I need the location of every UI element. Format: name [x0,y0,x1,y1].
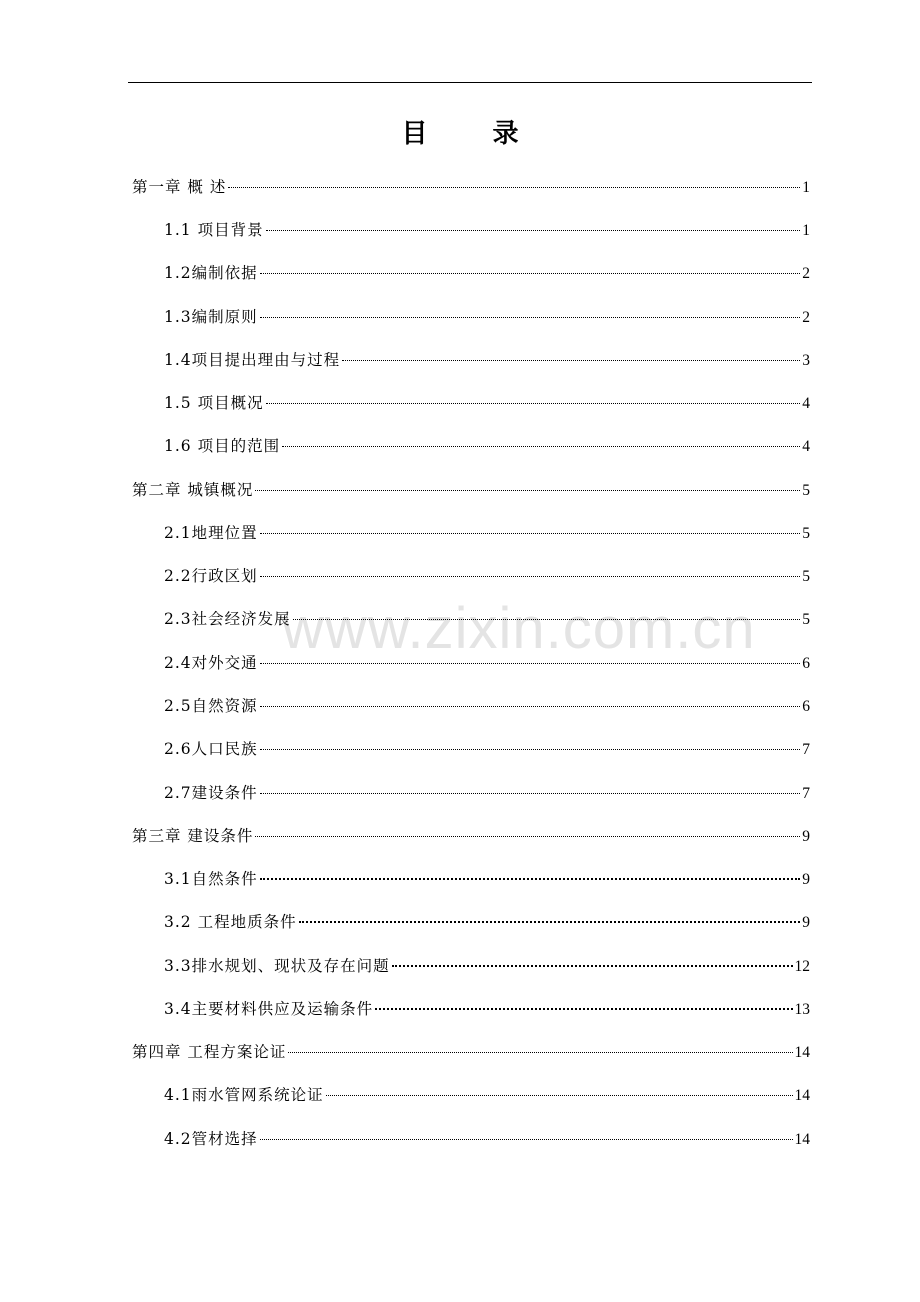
toc-section-1-4[interactable] [164,347,810,373]
toc-label: 2.2行政区划 [164,567,258,585]
toc-leader [260,793,801,794]
toc-label: 3.3排水规划、现状及存在问题 [164,957,390,975]
toc-section-1-6[interactable] [164,433,810,459]
toc-chapter-2[interactable] [132,477,810,503]
toc-leader [260,533,801,534]
toc-section-3-4[interactable] [164,996,810,1022]
toc-leader [266,230,801,231]
toc-label: 1.6 项目的范围 [164,437,281,455]
toc-label: 2.4对外交通 [164,654,258,672]
toc-page-number: 9 [802,828,810,845]
toc-leader [299,921,801,923]
toc-leader [342,360,800,361]
toc-section-2-4[interactable] [164,650,810,676]
toc-section-3-1[interactable] [164,866,810,892]
toc-page-number: 9 [802,914,810,931]
toc-leader [260,878,801,880]
toc-leader [282,446,800,447]
toc-leader [266,403,801,404]
toc-page-number: 12 [794,958,810,975]
toc-label: 1.5 项目概况 [164,394,264,412]
toc-label: 2.6人口民族 [164,740,258,758]
toc-leader [260,663,801,664]
toc-section-3-3[interactable] [164,953,810,979]
toc-chapter-1[interactable] [132,174,810,200]
toc-page-number: 2 [802,309,810,326]
toc-label: 4.2管材选择 [164,1130,258,1148]
toc-page-number: 4 [802,438,810,455]
toc-leader [255,490,800,491]
toc-page-number: 5 [802,525,810,542]
toc-page-number: 5 [802,611,810,628]
toc-label: 3.2 工程地质条件 [164,913,297,931]
toc-label: 第二章 城镇概况 [132,481,254,499]
toc-page-number: 1 [802,179,810,196]
toc-page-number: 14 [794,1131,810,1148]
toc-section-2-1[interactable] [164,520,810,546]
toc-page-number: 2 [802,265,810,282]
toc-label: 1.4项目提出理由与过程 [164,351,341,369]
watermark-text: www.zixin.com.cn [282,596,756,661]
toc-page-number: 6 [802,655,810,672]
toc-section-2-5[interactable] [164,693,810,719]
toc-leader [392,965,793,967]
toc-label: 第三章 建设条件 [132,827,254,845]
toc-label: 第四章 工程方案论证 [132,1043,287,1061]
toc-leader [260,317,801,318]
toc-section-1-3[interactable] [164,304,810,330]
toc-leader [228,187,800,188]
toc-label: 2.7建设条件 [164,784,258,802]
toc-page-number: 7 [802,741,810,758]
toc-page-number: 5 [802,482,810,499]
toc-label: 3.4主要材料供应及运输条件 [164,1000,374,1018]
toc-leader [326,1095,793,1096]
toc-section-2-7[interactable] [164,780,810,806]
toc-page-number: 14 [794,1087,810,1104]
toc-page-number: 3 [802,352,810,369]
toc-section-2-3[interactable] [164,606,810,632]
toc-section-1-1[interactable] [164,217,810,243]
toc-leader [260,576,801,577]
toc-section-1-2[interactable] [164,260,810,286]
toc-page-number: 6 [802,698,810,715]
toc-page-number: 1 [802,222,810,239]
toc-section-4-1[interactable] [164,1082,810,1108]
toc-page-number: 14 [794,1044,810,1061]
toc-page-number: 13 [794,1001,810,1018]
toc-label: 2.1地理位置 [164,524,258,542]
toc-label: 3.1自然条件 [164,870,258,888]
toc-leader [260,1139,793,1140]
toc-leader [260,706,801,707]
toc-label: 2.5自然资源 [164,697,258,715]
toc-chapter-4[interactable] [132,1039,810,1065]
page-title: 目 录 [401,119,547,149]
toc-section-1-5[interactable] [164,390,810,416]
toc-leader [375,1008,792,1010]
toc-leader [288,1052,792,1053]
toc-label: 4.1雨水管网系统论证 [164,1086,324,1104]
toc-chapter-3[interactable] [132,823,810,849]
toc-page-number: 9 [802,871,810,888]
toc-section-4-2[interactable] [164,1126,810,1152]
toc-label: 2.3社会经济发展 [164,610,291,628]
toc-label: 1.1 项目背景 [164,221,264,239]
toc-leader [260,749,801,750]
toc-leader [260,273,801,274]
toc-page-number: 7 [802,785,810,802]
toc-page-number: 5 [802,568,810,585]
toc-label: 1.2编制依据 [164,264,258,282]
toc-label: 1.3编制原则 [164,308,258,326]
toc-section-3-2[interactable] [164,909,810,935]
toc-section-2-2[interactable] [164,563,810,589]
toc-label: 第一章 概 述 [132,178,227,196]
toc-page-number: 4 [802,395,810,412]
toc-leader [255,836,800,837]
toc-leader [293,619,801,620]
toc-section-2-6[interactable] [164,736,810,762]
